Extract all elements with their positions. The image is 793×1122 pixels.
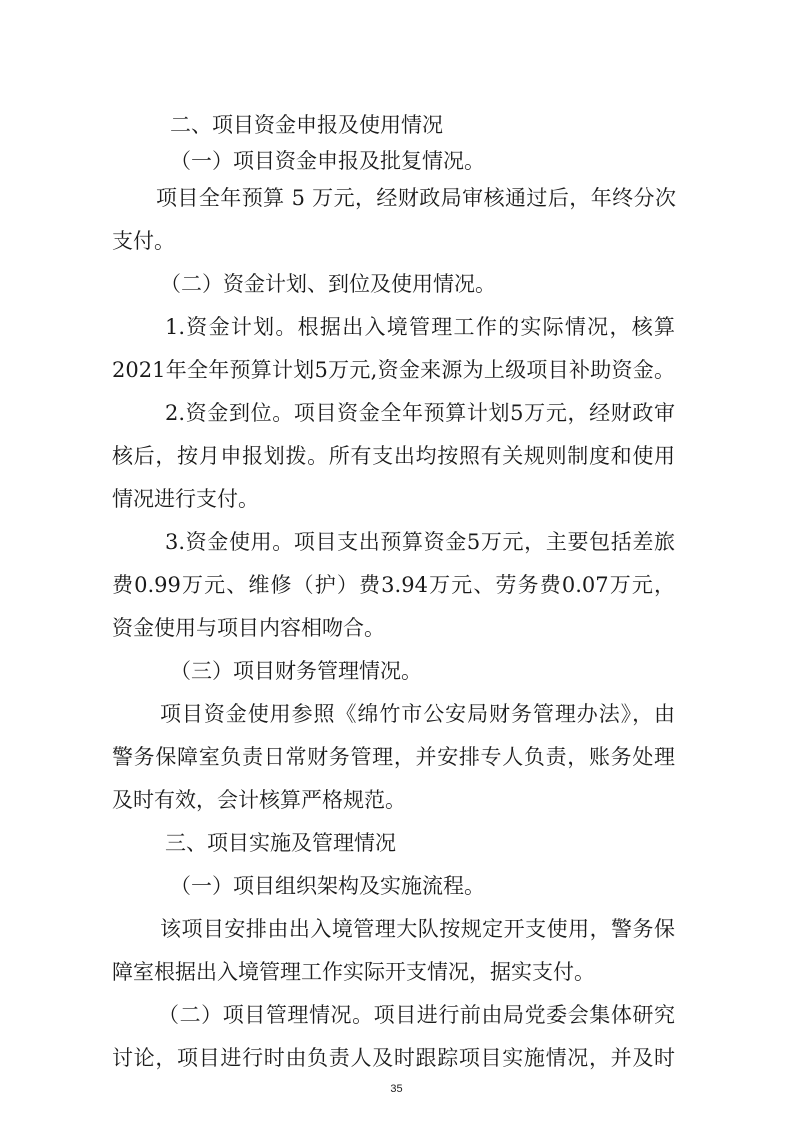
subsection-heading: （一）项目组织架构及实施流程。	[170, 874, 485, 898]
paragraph-line: 警务保障室负责日常财务管理，并安排专人负责，账务处理	[112, 745, 675, 769]
paragraph-line: 费0.99万元、维修（护）费3.94万元、劳务费0.07万元，	[112, 573, 675, 597]
subsection-heading: （二）资金计划、到位及使用情况。	[160, 272, 496, 296]
paragraph-line: 3.资金使用。项目支出预算资金5万元，主要包括差旅	[165, 530, 675, 554]
page-number: 35	[390, 1083, 403, 1095]
paragraph-line: 讨论，项目进行时由负责人及时跟踪项目实施情况，并及时	[112, 1046, 675, 1070]
paragraph-line: 2021年全年预算计划5万元,资金来源为上级项目补助资金。	[112, 358, 675, 382]
paragraph-line: 1.资金计划。根据出入境管理工作的实际情况，核算	[165, 315, 675, 339]
paragraph-line: （二）项目管理情况。项目进行前由局党委会集体研究	[158, 1003, 675, 1027]
subsection-heading: （三）项目财务管理情况。	[170, 659, 422, 683]
paragraph-line: 2.资金到位。项目资金全年预算计划5万元，经财政审	[165, 401, 675, 425]
subsection-heading: （一）项目资金申报及批复情况。	[170, 149, 485, 173]
section-heading: 二、项目资金申报及使用情况	[170, 113, 443, 137]
section-heading: 三、项目实施及管理情况	[165, 831, 396, 855]
paragraph-line: 情况进行支付。	[112, 487, 259, 511]
paragraph-line: 核后，按月申报划拨。所有支出均按照有关规则制度和使用	[112, 444, 675, 468]
paragraph-line: 支付。	[112, 229, 175, 253]
paragraph-line: 资金使用与项目内容相吻合。	[112, 616, 385, 640]
paragraph-line: 障室根据出入境管理工作实际开支情况，据实支付。	[112, 960, 595, 984]
paragraph-line: 及时有效，会计核算严格规范。	[112, 788, 406, 812]
paragraph-line: 该项目安排由出入境管理大队按规定开支使用，警务保	[160, 917, 675, 941]
paragraph-line: 项目全年预算 5 万元，经财政局审核通过后，年终分次	[156, 186, 676, 210]
paragraph-line: 项目资金使用参照《绵竹市公安局财务管理办法》，由	[160, 702, 675, 726]
